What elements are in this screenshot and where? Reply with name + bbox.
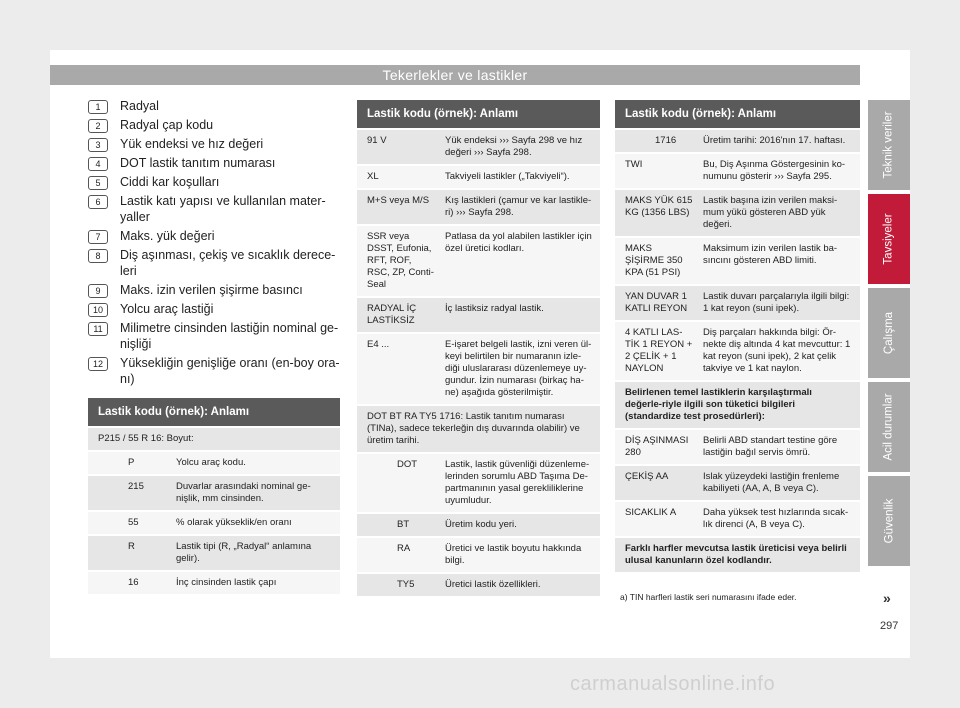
- table-note: Farklı harfler mevcutsa lastik üreticisi veya belirli ulusal kanunların özel kodlandır.: [615, 536, 860, 572]
- table-row: [357, 536, 600, 572]
- row-value: İç lastiksiz radyal lastik.: [445, 303, 544, 314]
- table-title: Lastik kodu (örnek): Anlamı: [88, 398, 340, 426]
- tab-emergencies[interactable]: Acil durumlar: [868, 382, 910, 472]
- dot-description: DOT BT RA TY5 1716: Lastik tanıtım numarası (TINa), sadece tekerleğin dış duvarında olabilir) ve üretim tarihi.: [357, 404, 600, 452]
- row-key: XL: [367, 171, 379, 182]
- tab-safety[interactable]: Güvenlik: [868, 476, 910, 566]
- item-text: Ciddi kar koşulları: [120, 175, 220, 189]
- table-row: [88, 570, 340, 594]
- row-key: MAKS YÜK 615 KG (1356 LBS): [625, 195, 693, 218]
- list-item: [88, 320, 350, 352]
- item-number: 8: [88, 249, 108, 263]
- list-item: [88, 247, 350, 279]
- item-text: Radyal çap kodu: [120, 118, 214, 132]
- watermark: carmanualsonline.info: [570, 673, 776, 695]
- item-text: Milimetre cinsinden lastiğin nominal ge-nişliği: [120, 321, 339, 351]
- row-key: SSR veya DSST, Eufonia, RFT, ROF, RSC, ZP, Conti-Seal: [367, 231, 434, 290]
- list-item: [88, 301, 350, 317]
- list-item: [88, 193, 350, 225]
- item-text: DOT lastik tanıtım numarası: [120, 156, 276, 170]
- list-item: [88, 228, 350, 244]
- table-row: [357, 332, 600, 404]
- item-number: 6: [88, 195, 108, 209]
- row-value: Üretici lastik özellikleri.: [445, 579, 541, 590]
- row-value: Lastik duvarı parçalarıyla ilgili bilgi: 1 kat reyon (suni ipek).: [703, 291, 850, 314]
- sidebar: [868, 100, 910, 570]
- footnote: a) TIN harfleri lastik seri numarasını ifade eder.: [620, 592, 797, 602]
- item-number: 2: [88, 119, 108, 133]
- row-value: Patlasa da yol alabilen lastikler için özel üretici kodları.: [445, 231, 592, 254]
- row-key: P: [128, 457, 135, 468]
- row-value: Lastik tipi (R, „Radyal“ anlamına gelir).: [176, 541, 312, 564]
- row-value: Belirli ABD standart testine göre lastiğin bağıl servis ömrü.: [703, 435, 838, 458]
- row-value: Takviyeli lastikler („Takviyeli“).: [445, 171, 570, 182]
- table-row: [615, 320, 860, 380]
- row-key: 215: [128, 481, 144, 492]
- row-value: Üretim kodu yeri.: [445, 519, 517, 530]
- table-row: [615, 500, 860, 536]
- list-item: [88, 282, 350, 298]
- item-number: 10: [88, 303, 108, 317]
- row-value: Bu, Diş Aşınma Göstergesinin ko-numunu gösterir ››› Sayfa 295.: [703, 159, 846, 182]
- item-text: Yük endeksi ve hız değeri: [120, 137, 264, 151]
- table-row: [88, 510, 340, 534]
- item-text: Yüksekliğin genişliğe oranı (en-boy ora-nı): [120, 356, 340, 386]
- list-item: [88, 174, 350, 190]
- list-item: [88, 117, 350, 133]
- table-title: Lastik kodu (örnek): Anlamı: [357, 100, 600, 128]
- item-number: 1: [88, 100, 108, 114]
- list-item: [88, 355, 350, 387]
- row-value: % olarak yükseklik/en oranı: [176, 517, 292, 528]
- item-number: 3: [88, 138, 108, 152]
- row-key: RADYAL İÇ LASTİKSİZ: [367, 303, 417, 326]
- table-intro: P215 / 55 R 16: Boyut:: [88, 426, 340, 450]
- row-key: 4 KATLI LAS-TİK 1 REYON + 2 ÇELİK + 1 NAYLON: [625, 327, 693, 374]
- us-info-heading: Belirlenen temel lastiklerin karşılaştırmalı değerle-riyle ilgili son tüketici bilgileri (standardize test prosedürleri):: [615, 380, 860, 428]
- row-value: Lastik başına izin verilen maksi-mum yükü gösteren ABD yük değeri.: [703, 195, 838, 230]
- item-text: Lastik katı yapısı ve kullanılan mater-yaller: [120, 194, 326, 224]
- table-row: [357, 164, 600, 188]
- row-key: ÇEKİŞ AA: [625, 471, 669, 482]
- table-row: [88, 450, 340, 474]
- row-key: 55: [128, 517, 139, 528]
- row-key: 16: [128, 577, 139, 588]
- list-item: [88, 136, 350, 152]
- table-row: [357, 296, 600, 332]
- row-value: Yük endeksi ››› Sayfa 298 ve hız değeri ››› Sayfa 298.: [445, 135, 583, 158]
- item-text: Yolcu araç lastiği: [120, 302, 214, 316]
- row-key: DİŞ AŞINMASI 280: [625, 435, 689, 458]
- row-value: Üretim tarihi: 2016'nın 17. haftası.: [703, 135, 846, 146]
- table-row: [615, 152, 860, 188]
- row-key: 91 V: [367, 135, 387, 146]
- list-item: [88, 98, 350, 114]
- item-text: Maks. izin verilen şişirme basıncı: [120, 283, 303, 297]
- item-number: 9: [88, 284, 108, 298]
- page-number: 297: [880, 620, 899, 632]
- item-text: Radyal: [120, 99, 159, 113]
- table-row: [615, 188, 860, 236]
- table-row: [357, 452, 600, 512]
- row-key: RA: [397, 543, 411, 554]
- table-row: [615, 284, 860, 320]
- table-row: [88, 474, 340, 510]
- row-key: M+S veya M/S: [367, 195, 430, 206]
- tire-code-table-1: [88, 398, 340, 594]
- table-row: [615, 464, 860, 500]
- row-key: 1716: [655, 135, 677, 146]
- row-value: Duvarlar arasındaki nominal ge-nişlik, mm cinsinden.: [176, 481, 311, 504]
- row-key: DOT: [397, 459, 418, 470]
- page-title: Tekerlekler ve lastikler: [50, 65, 860, 85]
- row-value: Lastik, lastik güvenliği düzenleme-lerinden sorumlu ABD Taşıma De-partmanının yasal gerekliliklerine uyumludur.: [445, 459, 590, 506]
- tire-code-table-3: [615, 100, 860, 572]
- list-item: [88, 155, 350, 171]
- row-key: MAKS ŞİŞİRME 350 KPA (51 PSI): [625, 243, 683, 278]
- row-value: Daha yüksek test hızlarında sıcak-lık direnci (A, B veya C).: [703, 507, 849, 530]
- numbered-list: [88, 98, 350, 390]
- row-key: R: [128, 541, 135, 552]
- item-number: 5: [88, 176, 108, 190]
- item-number: 7: [88, 230, 108, 244]
- row-key: SICAKLIK A: [625, 507, 677, 518]
- row-key: YAN DUVAR 1 KATLI REYON: [625, 291, 688, 314]
- row-value: Maksimum izin verilen lastik ba-sıncını gösteren ABD limiti.: [703, 243, 838, 266]
- table-row: [357, 188, 600, 224]
- row-value: İnç cinsinden lastik çapı: [176, 577, 277, 588]
- row-key: TWI: [625, 159, 643, 170]
- item-number: 12: [88, 357, 108, 371]
- item-text: Maks. yük değeri: [120, 229, 215, 243]
- table-row: [357, 224, 600, 296]
- row-key: TY5: [397, 579, 415, 590]
- table-row: [88, 534, 340, 570]
- item-number: 11: [88, 322, 108, 336]
- item-text: Diş aşınması, çekiş ve sıcaklık derece-leri: [120, 248, 336, 278]
- row-key: BT: [397, 519, 410, 530]
- row-value: Kış lastikleri (çamur ve kar lastikle-ri) ››› Sayfa 298.: [445, 195, 592, 218]
- table-row: [357, 512, 600, 536]
- tab-recommendations[interactable]: Tavsiyeler: [868, 194, 910, 284]
- row-value: Üretici ve lastik boyutu hakkında bilgi.: [445, 543, 582, 566]
- tab-operation[interactable]: Çalışma: [868, 288, 910, 378]
- table-row: [615, 428, 860, 464]
- table-title: Lastik kodu (örnek): Anlamı: [615, 100, 860, 128]
- row-key: E4 ...: [367, 339, 390, 350]
- continue-arrow-icon: »: [883, 590, 891, 606]
- table-row: [357, 572, 600, 596]
- row-value: Diş parçaları hakkında bilgi: Ör-nekte diş altında 4 kat mevcuttur: 1 kat reyon (suni ipek), 2 kat çelik takviye ve 1 kat naylon.: [703, 327, 851, 374]
- row-value: Islak yüzeydeki lastiğin frenleme kabiliyeti (AA, A, B veya C).: [703, 471, 840, 494]
- tab-technical-data[interactable]: Teknik veriler: [868, 100, 910, 190]
- table-row: [615, 236, 860, 284]
- table-row: [357, 128, 600, 164]
- tire-code-table-2: [357, 100, 600, 596]
- table-row: [615, 128, 860, 152]
- row-value: E-işaret belgeli lastik, izni veren ül-keyi belirtilen bir numaranın izle-diği uluslararası düzenlemeye uy-gundur. İzin numarası (birkaç ha-ne) aşağıda gösterilmiştir.: [445, 339, 592, 398]
- item-number: 4: [88, 157, 108, 171]
- row-value: Yolcu araç kodu.: [176, 457, 246, 468]
